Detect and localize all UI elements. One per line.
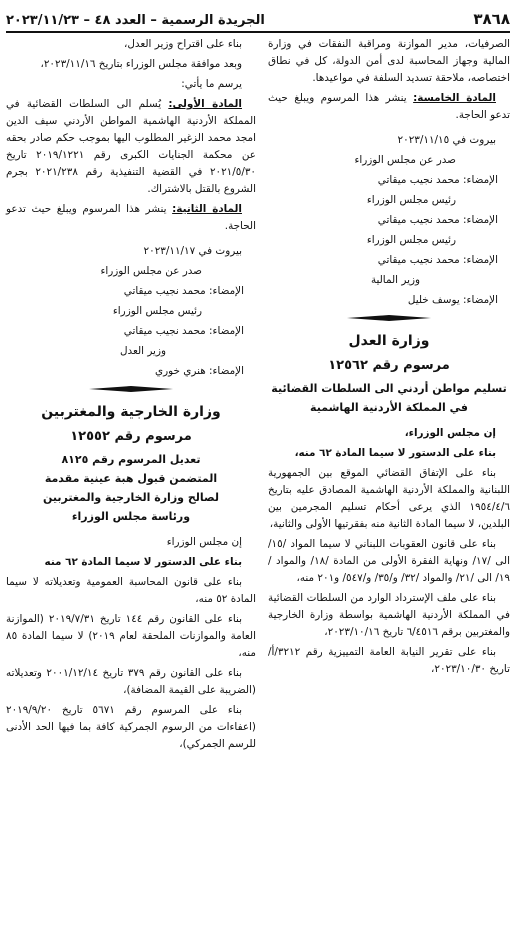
signatory-title: رئيس مجلس الوزراء bbox=[366, 194, 456, 206]
article-label: المادة الأولى: bbox=[168, 98, 242, 110]
article-label: المادة الخامسة: bbox=[413, 92, 496, 104]
page-number: ٣٨٦٨ bbox=[473, 10, 510, 28]
paragraph: بناء على الإتفاق القضائي الموقع بين الجمهورية اللبنانية والمملكة الأردنية الهاشمية المصادق عليه بتاريخ ١٩٥٤/٤/٦ الذي يرعى أحكام تسليم المجرمين بين البلدين، لا سيما المادة الثانية منه بفقرتيها الأولى والثانية، bbox=[268, 467, 510, 530]
signatory-title: رئيس مجلس الوزراء bbox=[366, 234, 456, 246]
signatory-title: رئيس مجلس الوزراء bbox=[112, 305, 202, 317]
article-5 bbox=[268, 90, 510, 124]
subject-line: لصالح وزارة الخارجية والمغتربين bbox=[43, 491, 219, 504]
signature: الإمضاء: محمد نجيب ميقاتي bbox=[377, 174, 498, 186]
article-text: ينشر هذا المرسوم ويبلغ حيث تدعو الحاجة. bbox=[6, 203, 256, 232]
section-divider bbox=[6, 386, 256, 392]
signature: الإمضاء: يوسف خليل bbox=[407, 294, 498, 306]
article-text: ينشر هذا المرسوم ويبلغ حيث تدعو الحاجة. bbox=[268, 92, 510, 121]
article-text: يُسلم الى السلطات القضائية في المملكة الأردنية الهاشمية المواطن الأردني سيف الدين امجد محمد الزغير المطلوب اليها بموجب حكم صادر بحقه عن محكمة الجنايات الكبرى رقم ٢٠١٩/١٢٢١ تاريخ ٢٠٢١/٥/٣٠ في القضية التنفيذية رقم ٢٠٢١/٢٣٨ بجرم الشروع بالقتل بالاشتراك. bbox=[6, 98, 257, 195]
paragraph: الصرفيات، مدير الموازنة ومراقبة النفقات في وزارة المالية وجهاز المحاسبة لدى أمن الدولة، كل في نطاق اختصاصه، ملاحقة تسديد السلفة في مواعيدها. bbox=[268, 38, 510, 84]
paragraph: بناء على قانون العقوبات اللبناني لا سيما المواد /١٥/ الى /١٧/ ونهاية الفقرة الأولى من المادة /١٨/ والمواد /١٩/ الى /٢١/ والمواد /٣٢/ و/٣٥/ و/٥٤٧/ و٢٠١ منه، bbox=[268, 538, 510, 584]
ministry-heading: وزارة العدل bbox=[348, 333, 430, 349]
council-preamble: إن مجلس الوزراء، bbox=[404, 427, 496, 439]
constitution-basis: بناء على الدستور لا سيما المادة ٦٢ منه bbox=[44, 556, 242, 568]
paragraph: بناء على القانون رقم ٣٧٩ تاريخ ٢٠٠١/١٢/١٤ وتعديلاته (الضريبة على القيمة المضافة)، bbox=[6, 667, 256, 696]
signature: الإمضاء: محمد نجيب ميقاتي bbox=[123, 285, 244, 297]
signing-date: بيروت في ٢٠٢٣/١١/١٥ bbox=[397, 134, 496, 146]
subject-line: تعديل المرسوم رقم ٨١٢٥ bbox=[61, 453, 201, 466]
paragraph: بناء على تقرير النيابة العامة التمييزية رقم ٣٢١٢/أ/ تاريخ ٢٠٢٣/١٠/٣٠، bbox=[268, 646, 510, 675]
subject-line: ورئاسة مجلس الوزراء bbox=[71, 510, 191, 523]
signatory-title: وزير العدل bbox=[119, 345, 166, 357]
paragraph: وبعد موافقة مجلس الوزراء بتاريخ ٢٠٢٣/١١/١٦، bbox=[40, 58, 242, 70]
signatory-title: وزير المالية bbox=[370, 274, 420, 286]
signature: الإمضاء: محمد نجيب ميقاتي bbox=[377, 214, 498, 226]
paragraph: يرسم ما يأتي: bbox=[181, 78, 242, 90]
issued-by: صدر عن مجلس الوزراء bbox=[354, 154, 456, 166]
paragraph: بناء على القانون رقم ١٤٤ تاريخ ٢٠١٩/٧/٣١ (الموازنة العامة والموازنات الملحقة لعام ٢٠١٩) لا سيما المادة ٨٥ منه، bbox=[6, 613, 256, 659]
page-header bbox=[6, 6, 510, 33]
signature: الإمضاء: محمد نجيب ميقاتي bbox=[123, 325, 244, 337]
article-label: المادة الثانية: bbox=[172, 203, 242, 215]
decree-number: مرسوم رقم ١٢٥٦٢ bbox=[328, 358, 450, 373]
paragraph: بناء على المرسوم رقم ٥٦٧١ تاريخ ٢٠١٩/٩/٢٠ (اعفاءات من الرسوم الجمركية كافة بما فيها الحد الأدنى للرسم الجمركي)، bbox=[6, 704, 256, 750]
paragraph: بناء على اقتراح وزير العدل، bbox=[124, 38, 242, 50]
right-column bbox=[268, 36, 510, 924]
subject-line: تسليم مواطن أردني الى السلطات القضائية bbox=[271, 382, 507, 395]
decree-subject bbox=[6, 450, 256, 526]
section-divider bbox=[268, 315, 510, 321]
subject-line: في المملكة الأردنية الهاشمية bbox=[310, 401, 468, 414]
subject-line: المتضمن قبول هبة عينية مقدمة bbox=[44, 472, 218, 485]
ministry-heading: وزارة الخارجية والمغتربين bbox=[41, 404, 221, 420]
constitution-basis: بناء على الدستور لا سيما المادة ٦٢ منه، bbox=[294, 447, 496, 459]
paragraph: بناء على ملف الإسترداد الوارد من السلطات القضائية في المملكة الأردنية الهاشمية بواسطة وزارة الخارجية والمغتربين برقم ٦/٤٥١٦ تاريخ ٢٠٢٣/١٠/١٦، bbox=[268, 592, 510, 638]
signing-date: بيروت في ٢٠٢٣/١١/١٧ bbox=[143, 245, 242, 257]
signature: الإمضاء: هنري خوري bbox=[155, 365, 244, 377]
signature: الإمضاء: محمد نجيب ميقاتي bbox=[377, 254, 498, 266]
article-2 bbox=[6, 201, 256, 235]
decree-number: مرسوم رقم ١٢٥٥٢ bbox=[70, 429, 192, 444]
gazette-title: الجريدة الرسمية – العدد ٤٨ – ٢٠٢٣/١١/٢٣ bbox=[6, 13, 265, 28]
left-column bbox=[6, 36, 256, 924]
council-preamble: إن مجلس الوزراء bbox=[166, 536, 242, 548]
article-1 bbox=[6, 96, 256, 198]
decree-subject bbox=[268, 379, 510, 417]
paragraph: بناء على قانون المحاسبة العمومية وتعديلاته لا سيما المادة ٥٢ منه، bbox=[6, 576, 256, 605]
issued-by: صدر عن مجلس الوزراء bbox=[100, 265, 202, 277]
